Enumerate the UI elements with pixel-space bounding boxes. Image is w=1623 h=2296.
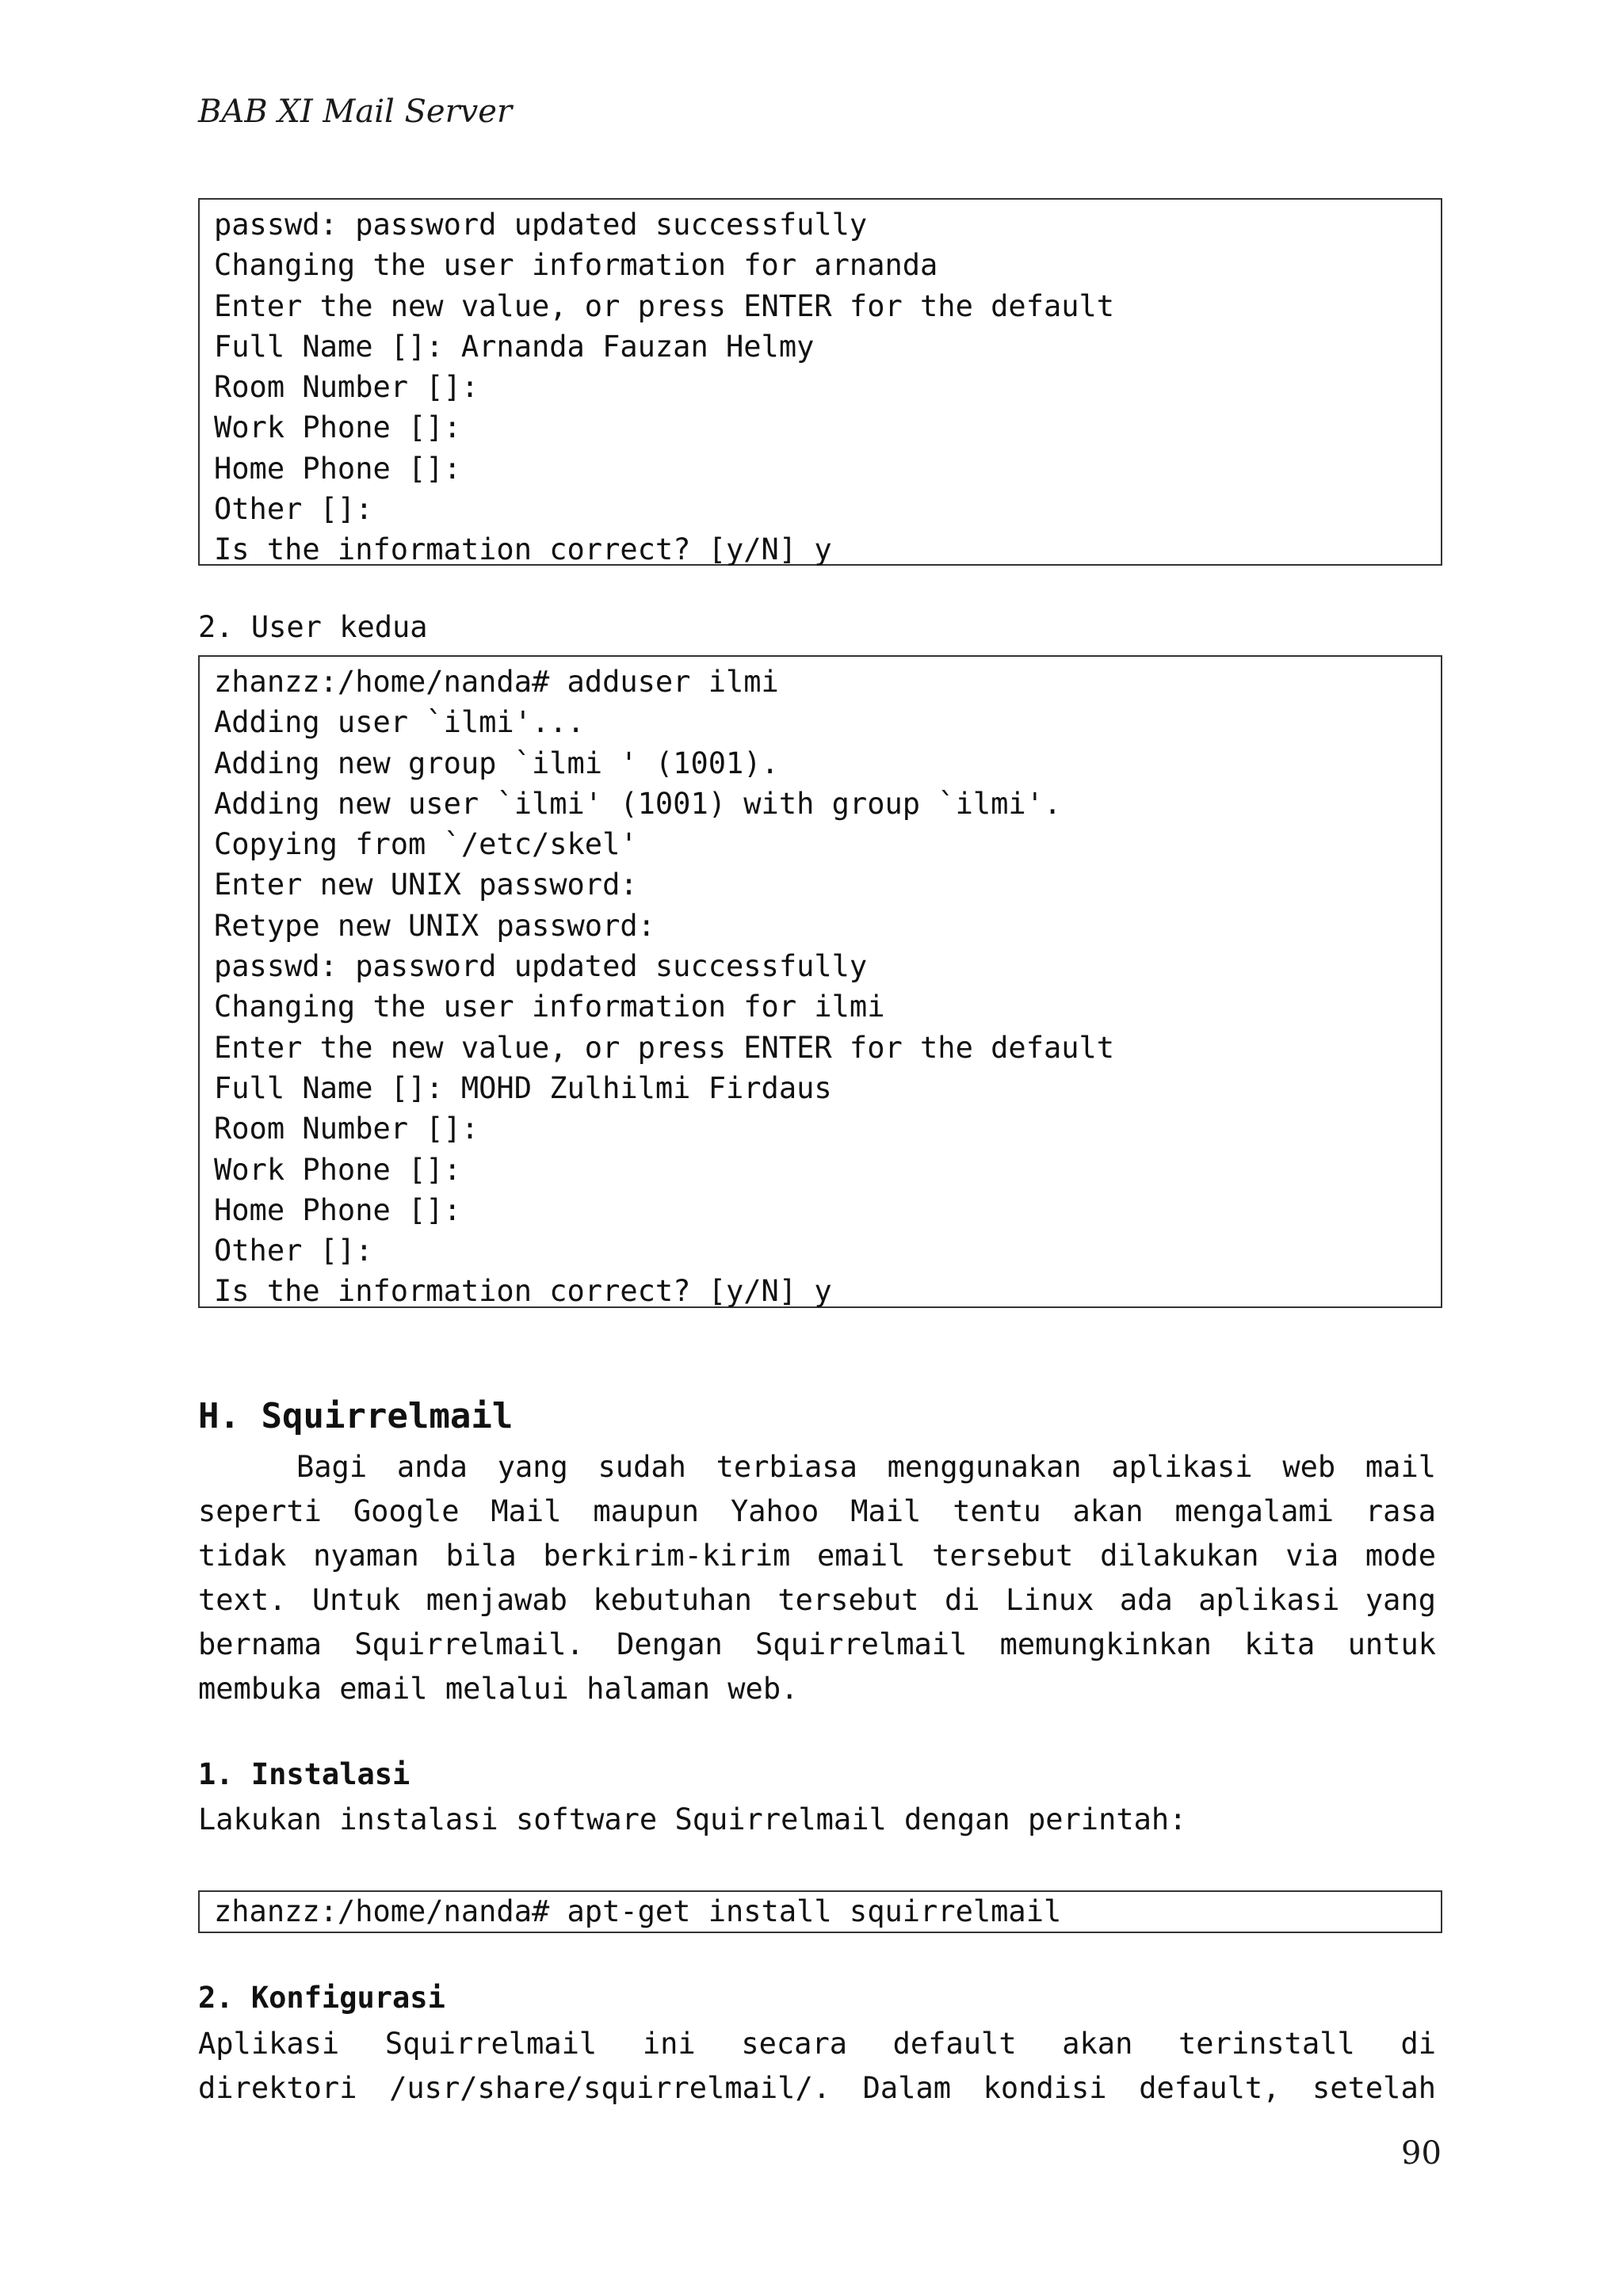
paragraph-line: direktori /usr/share/squirrelmail/. Dalam kondisi default, setelah <box>198 2071 1436 2105</box>
code-line: zhanzz:/home/nanda# apt-get install squirrelmail <box>214 1894 1062 1928</box>
list-item-user-kedua: 2. User kedua <box>198 610 428 644</box>
section-heading-squirrelmail: H. Squirrelmail <box>198 1396 514 1436</box>
paragraph-line: tidak nyaman bila berkirim-kirim email tersebut dilakukan via mode <box>198 1539 1436 1573</box>
code-block-user-pertama <box>198 198 1442 566</box>
code-line: Changing the user information for arnanda <box>214 248 938 283</box>
page-number: 90 <box>1401 2135 1442 2172</box>
code-line: Full Name []: MOHD Zulhilmi Firdaus <box>214 1070 832 1105</box>
code-line: passwd: password updated successfully <box>214 208 868 242</box>
code-line: Home Phone []: <box>214 1192 461 1227</box>
code-line: Work Phone []: <box>214 410 461 445</box>
instalasi-instruction: Lakukan instalasi software Squirrelmail dengan perintah: <box>198 1802 1187 1836</box>
code-block-install-command <box>198 1890 1442 1933</box>
paragraph-line: text. Untuk menjawab kebutuhan tersebut di Linux ada aplikasi yang <box>198 1583 1436 1617</box>
code-line: Is the information correct? [y/N] y <box>214 532 832 567</box>
paragraph-line: Bagi anda yang sudah terbiasa menggunakan aplikasi web mail <box>296 1450 1436 1484</box>
konfigurasi-paragraph <box>198 2022 1436 2111</box>
code-line: Adding user `ilmi'... <box>214 705 585 740</box>
code-line: Home Phone []: <box>214 451 461 486</box>
subheading-instalasi: 1. Instalasi <box>198 1757 411 1791</box>
subheading-konfigurasi: 2. Konfigurasi <box>198 1981 445 2015</box>
paragraph-line: Aplikasi Squirrelmail ini secara default akan terinstall di <box>198 2027 1436 2061</box>
code-line: Enter new UNIX password: <box>214 868 638 902</box>
paragraph-line: seperti Google Mail maupun Yahoo Mail tentu akan mengalami rasa <box>198 1494 1436 1528</box>
code-line: Changing the user information for ilmi <box>214 990 885 1024</box>
code-line: Copying from `/etc/skel' <box>214 827 638 862</box>
code-line: Work Phone []: <box>214 1152 461 1187</box>
code-line: Is the information correct? [y/N] y <box>214 1274 832 1309</box>
running-header: BAB XI Mail Server <box>198 93 513 130</box>
code-line: Room Number []: <box>214 370 479 405</box>
code-line: zhanzz:/home/nanda# adduser ilmi <box>214 665 779 699</box>
paragraph-line: bernama Squirrelmail. Dengan Squirrelmail memungkinkan kita untuk <box>198 1627 1436 1661</box>
code-line: Other []: <box>214 492 373 527</box>
code-line: Other []: <box>214 1234 373 1268</box>
code-line: Enter the new value, or press ENTER for the default <box>214 1030 1115 1065</box>
code-line: Room Number []: <box>214 1112 479 1146</box>
code-line: passwd: password updated successfully <box>214 949 868 984</box>
code-line: Full Name []: Arnanda Fauzan Helmy <box>214 329 815 364</box>
code-line: Retype new UNIX password: <box>214 908 655 943</box>
code-line: Adding new group `ilmi ' (1001). <box>214 746 779 780</box>
code-block-user-kedua <box>198 655 1442 1308</box>
paragraph-line: membuka email melalui halaman web. <box>198 1672 799 1706</box>
code-line: Adding new user `ilmi' (1001) with group `ilmi'. <box>214 786 1062 821</box>
squirrelmail-intro-paragraph <box>198 1445 1436 1711</box>
code-line: Enter the new value, or press ENTER for the default <box>214 288 1115 323</box>
